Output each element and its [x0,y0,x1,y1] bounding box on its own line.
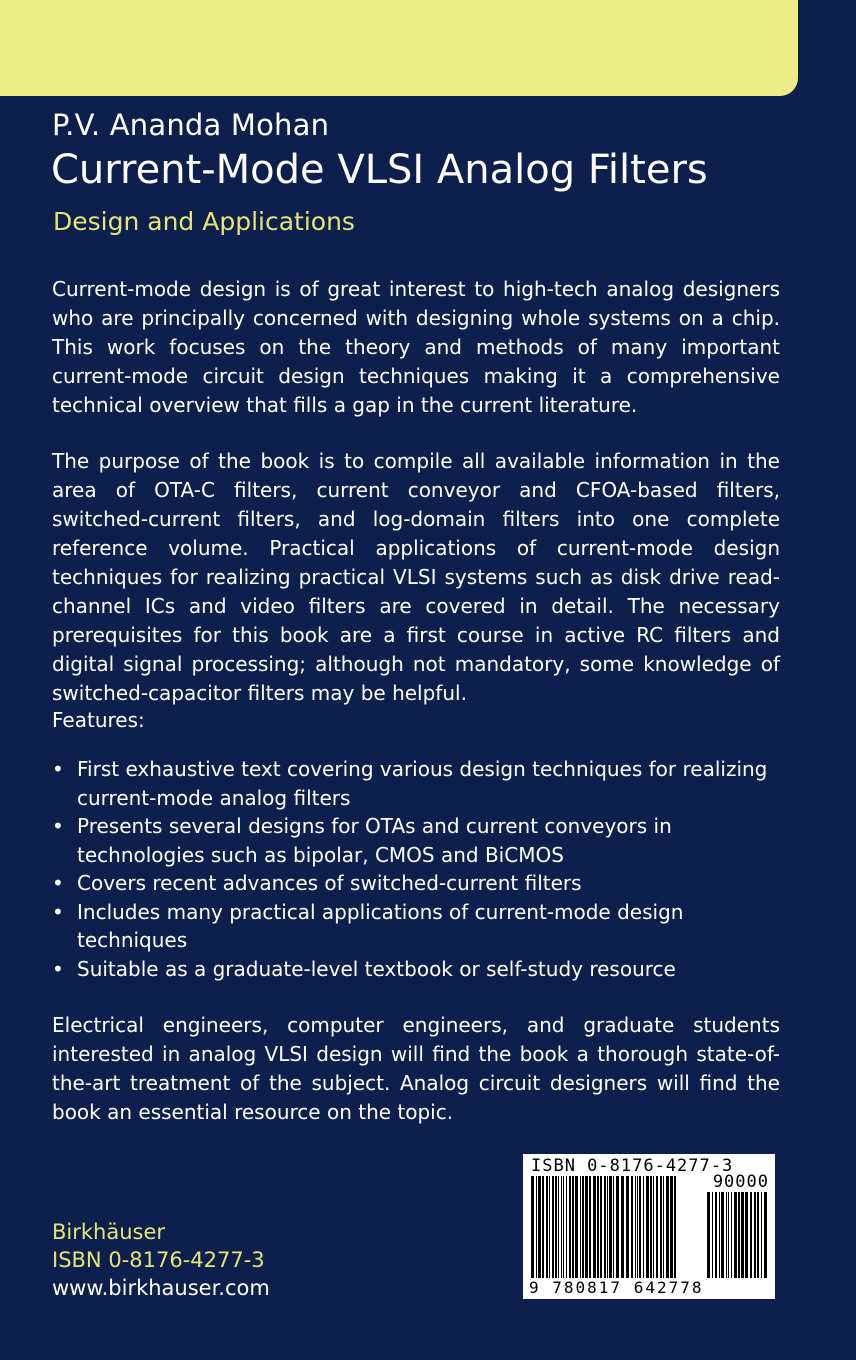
barcode-bar [572,1176,574,1278]
feature-text: Presents several designs for OTAs and current conveyors in technologies such as bipolar, CMOS and BiCMOS [77,814,672,867]
barcode-bar [646,1176,649,1278]
barcode-bar [613,1176,614,1278]
barcode-bar [707,1192,710,1278]
barcode-bar [650,1176,652,1278]
barcode-isbn-label: ISBN 0-8176-4277-3 [531,1156,734,1176]
barcode-bar [609,1176,612,1278]
description-paragraph-2: The purpose of the book is to compile all available information in the area of OTA-C filters, current conveyor and CFOA-based filters, switched-current filters, and log-domain filters into one complete reference volume. Practical applications of current-mode design techniques for realizing practical VLSI systems such as disk drive read-channel ICs and video filters are covered in detail. The necessary prerequisites for this book are a first course in active RC filters and digital signal processing; although not mandatory, some knowledge of switched-capacitor filters may be helpful. [52,449,780,705]
barcode-bar [575,1176,578,1278]
barcode-bar [670,1176,673,1278]
feature-text: Covers recent advances of switched-current filters [77,871,582,895]
feature-item [52,955,780,984]
bullet-icon: • [52,899,64,924]
feature-text: Includes many practical applications of current-mode design techniques [77,899,684,952]
barcode-bar [531,1176,534,1278]
barcode-bar [569,1176,571,1278]
barcode-price-code: 90000 [712,1172,769,1192]
publisher-block [52,1218,270,1302]
barcode-bar [666,1176,669,1278]
barcode-bar [546,1176,548,1278]
barcode-bar [552,1176,554,1278]
barcode-bar [726,1192,727,1278]
barcode-bar [663,1176,664,1278]
barcode-bar [731,1192,732,1278]
barcode-bar [734,1192,737,1278]
barcode-bar [635,1176,636,1278]
barcode-bar [555,1176,557,1278]
barcode-bar [582,1176,584,1278]
barcode-bar [761,1192,762,1278]
barcode-bar [536,1176,537,1278]
feature-item [52,812,780,869]
book-subtitle: Design and Applications [53,207,355,236]
feature-text: First exhaustive text covering various design techniques for realizing current-mode analog filters [77,757,768,810]
bullet-icon: • [52,814,64,838]
barcode-bar [750,1192,752,1278]
bullet-icon: • [52,956,64,981]
barcode-bar [719,1192,720,1278]
barcode-bar [754,1192,756,1278]
barcode [523,1154,775,1299]
barcode-bars [531,1176,676,1278]
description-paragraph-4: Electrical engineers, computer engineers, and graduate students interested in analog VLSI design will find the book a thorough state-of-the-art treatment of the subject. Analog circuit designers will find the book an essential resource on the topic. [52,1013,780,1124]
barcode-bar [721,1192,724,1278]
barcode-bar [738,1192,740,1278]
barcode-bar [597,1176,599,1278]
barcode-bar [637,1176,638,1278]
barcode-digits: 9 780817 642778 [529,1278,704,1297]
publisher-website: www.birkhauser.com [52,1276,270,1300]
barcode-bar [653,1176,654,1278]
barcode-bar [563,1176,564,1278]
barcode-bar [542,1176,544,1278]
barcode-bar [639,1176,641,1278]
barcode-bar [656,1176,658,1278]
barcode-bar [604,1176,606,1278]
barcode-bar [589,1176,591,1278]
book-title: Current-Mode VLSI Analog Filters [51,147,708,193]
barcode-bar [712,1192,713,1278]
feature-item [52,755,780,812]
barcode-bar [728,1192,729,1278]
bullet-icon: • [52,871,64,895]
barcode-bar [561,1176,562,1278]
author-name: P.V. Ananda Mohan [52,108,330,142]
feature-item [52,898,780,955]
barcode-bar [566,1176,567,1278]
publisher-name: Birkhäuser [52,1220,166,1244]
feature-text: Suitable as a graduate-level textbook or self-study resource [77,956,676,981]
publisher-isbn: ISBN 0-8176-4277-3 [52,1248,265,1272]
barcode-bar [593,1176,596,1278]
barcode-bar [631,1176,633,1278]
barcode-bar [626,1176,629,1278]
bullet-icon: • [52,757,64,781]
barcode-bar [600,1176,602,1278]
barcode-bar [621,1176,624,1278]
barcode-bar [538,1176,541,1278]
barcode-bar [607,1176,608,1278]
top-color-band [0,0,798,96]
barcode-bar [745,1192,748,1278]
barcode-supplement-bars [707,1192,769,1278]
feature-item [52,869,780,898]
barcode-bar [643,1176,644,1278]
barcode-bar [558,1176,559,1278]
barcode-bar [585,1176,588,1278]
barcode-bar [549,1176,550,1278]
barcode-bar [674,1176,676,1278]
barcode-bar [660,1176,662,1278]
barcode-bar [741,1192,744,1278]
barcode-bar [715,1192,717,1278]
barcode-bar [580,1176,581,1278]
features-heading: Features: [52,708,145,732]
features-list [52,755,780,983]
barcode-bar [757,1192,759,1278]
barcode-bar [764,1192,767,1278]
barcode-bar [616,1176,619,1278]
description-paragraph-1: Current-mode design is of great interest to high-tech analog designers who are principally concerned with designing whole systems on a chip. This work focuses on the theory and methods of many important current-mode circuit design techniques making it a comprehensive technical overview that fills a gap in the current literature. [52,277,780,417]
